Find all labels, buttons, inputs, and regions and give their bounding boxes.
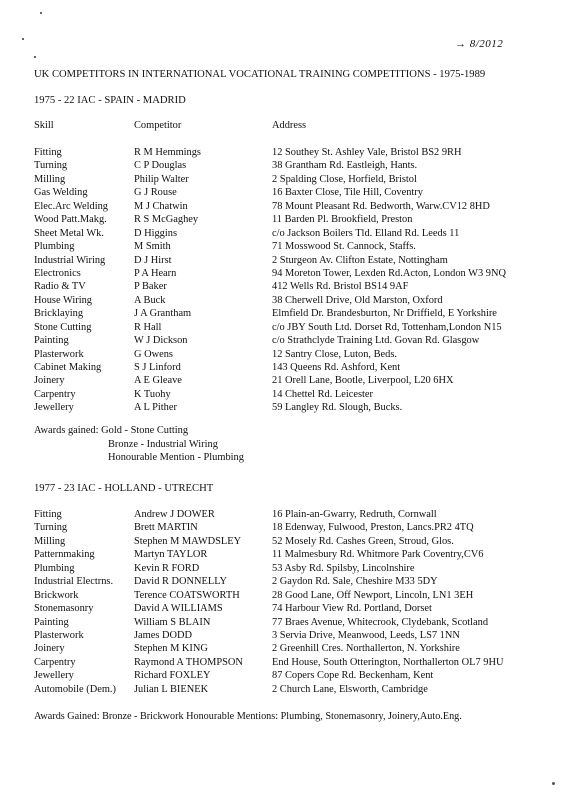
- address-cell: 28 Good Lane, Off Newport, Lincoln, LN1 3EH: [272, 589, 474, 601]
- competitor-cell: Stephen M MAWDSLEY: [134, 535, 242, 547]
- table-row: [0, 213, 567, 226]
- address-cell: 71 Mosswood St. Cannock, Staffs.: [272, 241, 416, 253]
- competitor-cell: James DODD: [134, 629, 193, 641]
- table-row: [0, 186, 567, 199]
- table-row: [0, 227, 567, 240]
- address-cell: 21 Orell Lane, Bootle, Liverpool, L20 6HX: [272, 375, 454, 387]
- address-cell: End House, South Otterington, Northallerton OL7 9HU: [272, 656, 504, 668]
- skill-cell: Plasterwork: [34, 348, 84, 360]
- competitor-cell: A Buck: [134, 294, 166, 306]
- address-cell: Elmfield Dr. Brandesburton, Nr Driffield, E Yorkshire: [272, 308, 497, 320]
- skill-cell: Industrial Wiring: [34, 254, 106, 266]
- scan-speck: [22, 38, 24, 40]
- column-header-skill: Skill: [34, 120, 54, 131]
- competitor-cell: D Higgins: [134, 227, 178, 239]
- address-cell: 3 Servia Drive, Meanwood, Leeds, LS7 1NN: [272, 629, 460, 641]
- table-row: [0, 280, 567, 293]
- competitor-cell: W J Dickson: [134, 335, 188, 347]
- table-row: [0, 629, 567, 642]
- skill-cell: Turning: [34, 160, 68, 172]
- table-row: [0, 548, 567, 561]
- table-row: [0, 616, 567, 629]
- skill-cell: Carpentry: [34, 656, 76, 668]
- address-cell: 87 Copers Cope Rd. Beckenham, Kent: [272, 670, 434, 682]
- skill-cell: Fitting: [34, 509, 62, 520]
- table-row: [0, 240, 567, 253]
- address-cell: 77 Braes Avenue, Whitecrook, Clydebank, Scotland: [272, 616, 489, 628]
- table-row: [0, 562, 567, 575]
- skill-cell: Automobile (Dem.): [34, 683, 116, 695]
- address-cell: c/o JBY South Ltd. Dorset Rd, Tottenham,London N15: [272, 321, 502, 333]
- awards-1975: [34, 424, 244, 465]
- address-cell: 78 Mount Pleasant Rd. Bedworth, Warw.CV12 8HD: [272, 200, 490, 212]
- table-row: [0, 401, 567, 414]
- address-cell: c/o Jackson Boilers Tld. Elland Rd. Leeds 11: [272, 227, 460, 239]
- awards-line: Bronze - Industrial Wiring: [108, 438, 218, 450]
- skill-cell: Patternmaking: [34, 549, 95, 561]
- address-cell: 18 Edenway, Fulwood, Preston, Lancs.PR2 4TQ: [272, 522, 474, 534]
- reference-note: → 8/2012: [455, 38, 504, 50]
- competitor-cell: David A WILLIAMS: [134, 603, 223, 615]
- table-row: [0, 521, 567, 534]
- table-row: [0, 200, 567, 213]
- table-row: [0, 642, 567, 655]
- address-cell: 11 Barden Pl. Brookfield, Preston: [272, 214, 413, 226]
- skill-cell: Bricklaying: [34, 308, 84, 320]
- address-cell: 59 Langley Rd. Slough, Bucks.: [272, 402, 403, 414]
- competitor-cell: G Owens: [134, 348, 173, 360]
- competitor-cell: G J Rouse: [134, 187, 177, 199]
- competitor-cell: A E Gleave: [134, 375, 182, 387]
- table-row: [0, 159, 567, 172]
- table-row: [0, 374, 567, 387]
- skill-cell: Brickwork: [34, 589, 79, 601]
- skill-cell: Elec.Arc Welding: [34, 200, 108, 212]
- address-cell: 2 Spalding Close, Horfield, Bristol: [272, 173, 417, 185]
- table-row: [0, 267, 567, 280]
- table-row: [0, 294, 567, 307]
- skill-cell: Milling: [34, 535, 66, 547]
- competitor-cell: R Hall: [134, 321, 162, 333]
- address-cell: 53 Asby Rd. Spilsby, Lincolnshire: [272, 562, 415, 574]
- address-cell: c/o Strathclyde Training Ltd. Govan Rd. Glasgow: [272, 335, 480, 347]
- competitor-cell: D J Hirst: [134, 254, 172, 266]
- table-row: [0, 535, 567, 548]
- table-row: [0, 361, 567, 374]
- skill-cell: Turning: [34, 522, 68, 534]
- competitor-cell: A L Pither: [134, 402, 177, 414]
- address-cell: 12 Southey St. Ashley Vale, Bristol BS2 9RH: [272, 147, 462, 158]
- competitor-cell: S J Linford: [134, 362, 181, 373]
- table-row: [0, 307, 567, 320]
- competitor-cell: Richard FOXLEY: [134, 670, 211, 682]
- skill-cell: Radio & TV: [34, 281, 86, 293]
- competitor-cell: M J Chatwin: [134, 200, 188, 212]
- table-row: [0, 146, 567, 159]
- skill-cell: Plasterwork: [34, 629, 84, 641]
- competitor-cell: Andrew J DOWER: [134, 509, 215, 520]
- scan-speck: [34, 56, 36, 58]
- competitor-table-1975: [0, 146, 567, 415]
- address-cell: 74 Harbour View Rd. Portland, Dorset: [272, 603, 432, 615]
- skill-cell: Fitting: [34, 147, 62, 158]
- address-cell: 2 Gaydon Rd. Sale, Cheshire M33 5DY: [272, 576, 438, 588]
- skill-cell: Jewellery: [34, 670, 74, 682]
- table-row: [0, 348, 567, 361]
- competitor-cell: J A Grantham: [134, 308, 192, 320]
- table-row: [0, 388, 567, 401]
- competitor-cell: R M Hemmings: [134, 147, 201, 158]
- address-cell: 14 Chettel Rd. Leicester: [272, 388, 373, 400]
- skill-cell: Milling: [34, 173, 66, 185]
- competitor-cell: R S McGaghey: [134, 214, 199, 226]
- competitor-cell: Kevin R FORD: [134, 562, 200, 574]
- address-cell: 52 Mosely Rd. Cashes Green, Stroud, Glos.: [272, 535, 454, 547]
- table-row: [0, 575, 567, 588]
- scan-speck: [40, 12, 42, 14]
- competitor-table-1977: [0, 508, 567, 696]
- competitor-cell: P A Hearn: [134, 267, 177, 279]
- address-cell: 2 Greenhill Cres. Northallerton, N. Yorkshire: [272, 643, 460, 655]
- competitor-cell: Raymond A THOMPSON: [134, 656, 243, 668]
- competitor-cell: C P Douglas: [134, 160, 187, 172]
- skill-cell: Joinery: [34, 375, 65, 387]
- column-header-competitor: Competitor: [134, 120, 182, 131]
- address-cell: 2 Sturgeon Av. Clifton Estate, Nottingham: [272, 254, 448, 266]
- table-row: [0, 321, 567, 334]
- address-cell: 16 Plain-an-Gwarry, Redruth, Cornwall: [272, 509, 437, 520]
- competitor-cell: Martyn TAYLOR: [134, 549, 208, 561]
- skill-cell: House Wiring: [34, 294, 92, 306]
- skill-cell: Electronics: [34, 267, 81, 279]
- table-row: [0, 334, 567, 347]
- address-cell: 11 Malmesbury Rd. Whitmore Park Coventry,CV6: [272, 549, 484, 561]
- table-row: [0, 173, 567, 186]
- address-cell: 143 Queens Rd. Ashford, Kent: [272, 362, 401, 373]
- competitor-cell: David R DONNELLY: [134, 576, 228, 588]
- competitor-cell: Brett MARTIN: [134, 522, 198, 534]
- table-row: [0, 656, 567, 669]
- skill-cell: Cabinet Making: [34, 362, 102, 373]
- skill-cell: Sheet Metal Wk.: [34, 227, 104, 239]
- scan-speck: [552, 782, 555, 785]
- competitor-cell: Julian L BIENEK: [134, 683, 209, 695]
- address-cell: 94 Moreton Tower, Lexden Rd.Acton, London W3 9NQ: [272, 267, 506, 279]
- address-cell: 38 Cherwell Drive, Old Marston, Oxford: [272, 294, 443, 306]
- section-heading-1975: 1975 - 22 IAC - SPAIN - MADRID: [34, 95, 186, 106]
- competitor-cell: K Tuohy: [134, 388, 171, 400]
- table-row: [0, 254, 567, 267]
- skill-cell: Plumbing: [34, 562, 75, 574]
- column-header-address: Address: [272, 120, 307, 131]
- competitor-cell: M Smith: [134, 241, 171, 253]
- address-cell: 12 Santry Close, Luton, Beds.: [272, 348, 397, 360]
- awards-line: Honourable Mention - Plumbing: [108, 452, 244, 463]
- skill-cell: Painting: [34, 616, 69, 628]
- address-cell: 16 Baxter Close, Tile Hill, Coventry: [272, 187, 423, 199]
- awards-line: Awards gained: Gold - Stone Cutting: [34, 425, 189, 436]
- address-cell: 2 Church Lane, Elsworth, Cambridge: [272, 683, 428, 695]
- skill-cell: Stonemasonry: [34, 603, 94, 615]
- skill-cell: Painting: [34, 335, 69, 347]
- competitor-cell: William S BLAIN: [134, 616, 211, 628]
- competitor-cell: Philip Walter: [134, 173, 189, 185]
- skill-cell: Joinery: [34, 643, 65, 655]
- address-cell: 38 Grantham Rd. Eastleigh, Hants.: [272, 160, 418, 172]
- skill-cell: Plumbing: [34, 241, 75, 253]
- table-row: [0, 508, 567, 521]
- table-row: [0, 589, 567, 602]
- competitor-cell: Terence COATSWORTH: [134, 589, 240, 601]
- skill-cell: Gas Welding: [34, 187, 88, 199]
- competitor-cell: P Baker: [134, 281, 167, 293]
- table-row: [0, 683, 567, 696]
- competitor-cell: Stephen M KING: [134, 643, 208, 655]
- table-row: [0, 669, 567, 682]
- section-heading-1977: 1977 - 23 IAC - HOLLAND - UTRECHT: [34, 483, 214, 494]
- skill-cell: Industrial Electrns.: [34, 576, 114, 588]
- skill-cell: Wood Patt.Makg.: [34, 214, 107, 226]
- skill-cell: Stone Cutting: [34, 321, 92, 333]
- address-cell: 412 Wells Rd. Bristol BS14 9AF: [272, 281, 409, 293]
- skill-cell: Carpentry: [34, 388, 76, 400]
- table-row: [0, 602, 567, 615]
- document-title: UK COMPETITORS IN INTERNATIONAL VOCATIONAL TRAINING COMPETITIONS - 1975-1989: [34, 69, 486, 80]
- skill-cell: Jewellery: [34, 402, 74, 414]
- awards-1977: Awards Gained: Bronze - Brickwork Honourable Mentions: Plumbing, Stonemasonry, Joinery,Auto.Eng.: [34, 711, 462, 722]
